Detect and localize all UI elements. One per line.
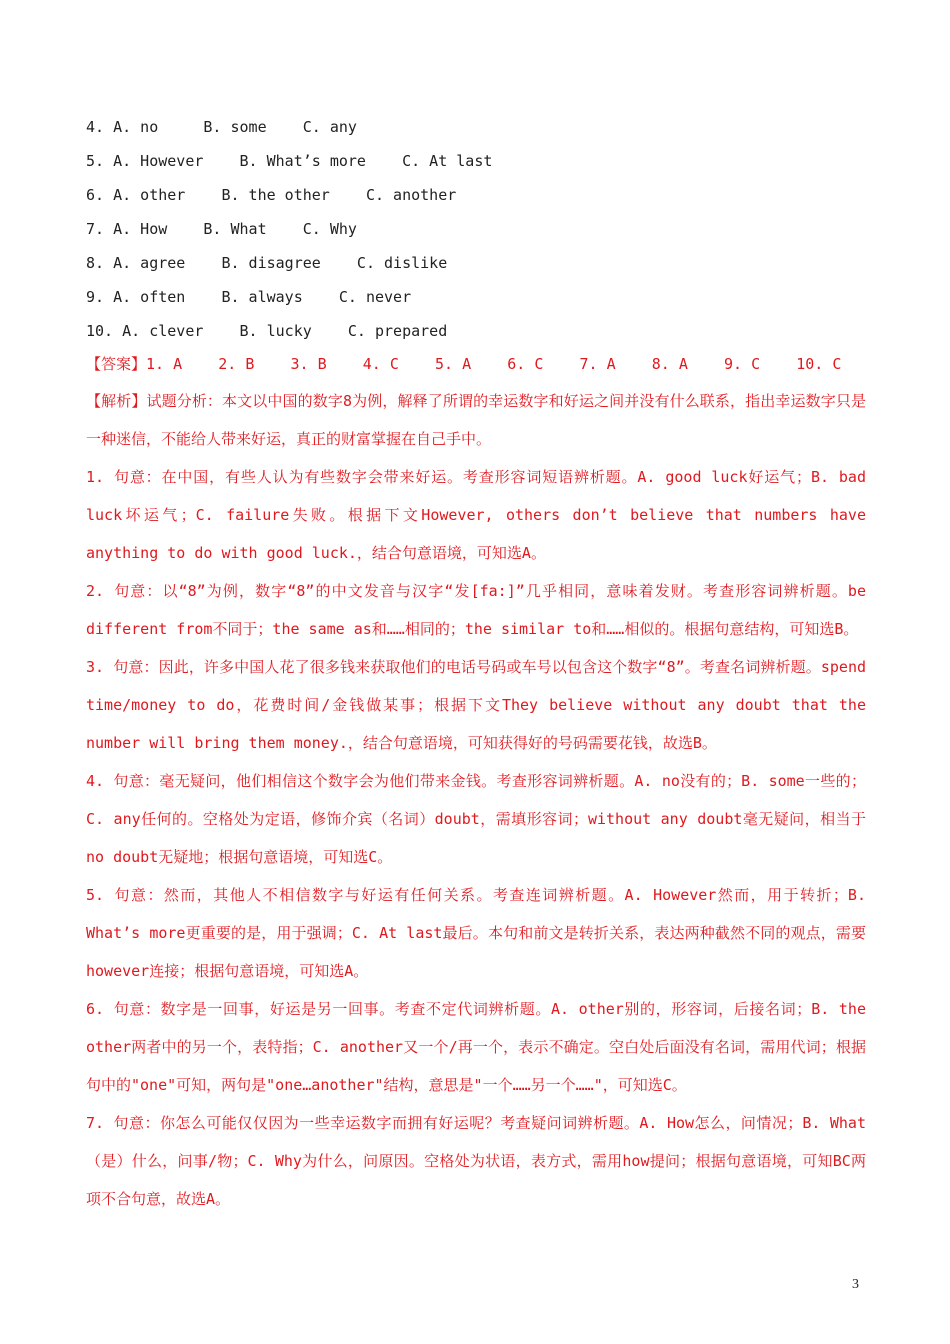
option-line: 7. A. How B. What C. Why: [86, 220, 357, 238]
analysis-item-5: 5. 句意：然而，其他人不相信数字与好运有任何关系。考查连词辨析题。A. However然而，用于转折；B. What’s more更重要的是，用于强调；C. At last最后。本句和前文是转折关系，表达两种截然不同的观点，需要however连接；根据句意语境，可知选A。: [86, 886, 866, 980]
option-line: 5. A. However B. What’s more C. At last: [86, 152, 493, 170]
option-line: 9. A. often B. always C. never: [86, 288, 412, 306]
option-line: 10. A. clever B. lucky C. prepared: [86, 322, 448, 340]
answer-tag: 【答案】: [86, 355, 147, 373]
analysis-item-7: 7. 句意：你怎么可能仅仅因为一些幸运数字而拥有好运呢？考查疑问词辨析题。A. How怎么，问情况；B. What（是）什么，问事/物；C. Why为什么，问原因。空格处为状语，表方式，需用how提问；根据句意语境，可知BC两项不合句意，故选A。: [86, 1114, 866, 1208]
analysis-item-6: 6. 句意：数字是一回事，好运是另一回事。考查不定代词辨析题。A. other别的，形容词，后接名词；B. the other两者中的另一个，表特指；C. another又一个/再一个，表示不确定。空白处后面没有名词，需用代词；根据句中的"one"可知，两句是"one…another"结构，意思是"一个……另一个……"，可知选C。: [86, 1000, 866, 1094]
analysis-summary-text: 试题分析：本文以中国的数字8为例，解释了所谓的幸运数字和好运之间并没有什么联系，指出幸运数字只是一种迷信，不能给人带来好运，真正的财富掌握在自己手中。: [86, 392, 866, 448]
analysis-item-3: 3. 句意：因此，许多中国人花了很多钱来获取他们的电话号码或车号以包含这个数字“8”。考查名词辨析题。spend time/money to do，花费时间/金钱做某事；根据下文They believe without any doubt that the number will bring them money.，结合句意语境，可知获得好的号码需要花钱，故选B。: [86, 658, 866, 752]
option-line: 4. A. no B. some C. any: [86, 118, 357, 136]
option-line: 6. A. other B. the other C. another: [86, 186, 457, 204]
analysis-summary: [86, 382, 866, 458]
analysis-item-2: 2. 句意：以“8”为例，数字“8”的中文发音与汉字“发[fa:]”几乎相同，意味着发财。考查形容词辨析题。be different from不同于；the same as和……相同的；the similar to和……相似的。根据句意结构，可知选B。: [86, 582, 866, 638]
analysis-item-1: 1. 句意：在中国，有些人认为有些数字会带来好运。考查形容词短语辨析题。A. good luck好运气；B. bad luck坏运气；C. failure失败。根据下文However, others don’t believe that numbers have anything to do with good luck.，结合句意语境，可知选A。: [86, 468, 866, 562]
page-number: 3: [852, 1277, 859, 1292]
option-line: 8. A. agree B. disagree C. dislike: [86, 254, 448, 272]
analysis-section: [86, 382, 866, 1218]
options-list: [86, 112, 866, 350]
analysis-tag: 【解析】: [86, 392, 147, 410]
answer-key: [86, 350, 866, 378]
answer-text: 1. A 2. B 3. B 4. C 5. A 6. C 7. A 8. A 9. C 10. C: [146, 355, 842, 373]
analysis-item-4: 4. 句意：毫无疑问，他们相信这个数字会为他们带来金钱。考查形容词辨析题。A. no没有的；B. some一些的；C. any任何的。空格处为定语，修饰介宾（名词）doubt，需填形容词；without any doubt毫无疑问，相当于no doubt无疑地；根据句意语境，可知选C。: [86, 772, 866, 866]
